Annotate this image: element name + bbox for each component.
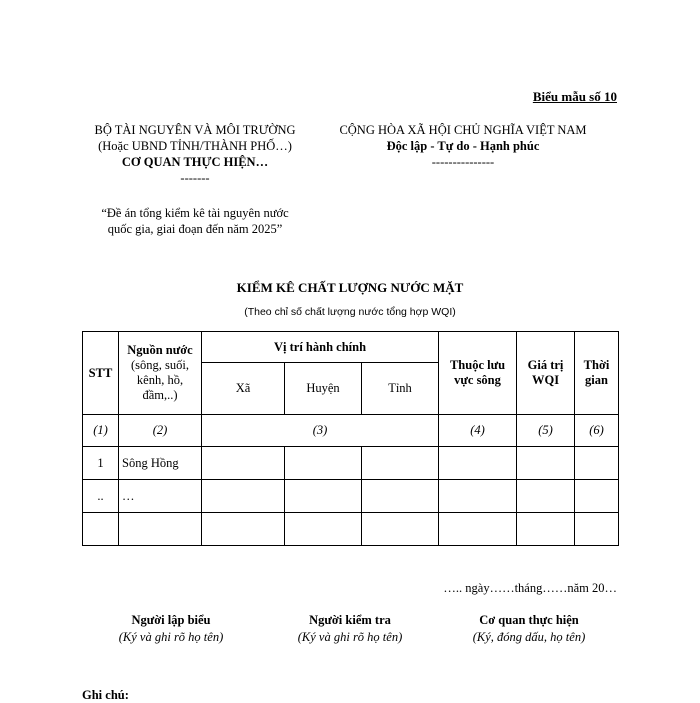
signature-agency: [434, 612, 624, 646]
row-time: [575, 447, 619, 480]
table-row: [83, 447, 619, 480]
header-time: [575, 332, 619, 415]
row-time: [575, 513, 619, 546]
row-stt: [83, 513, 119, 546]
index-cell: (1): [83, 415, 119, 447]
header-water-source: [119, 332, 202, 415]
header-wqi-value: [517, 332, 575, 415]
signature-preparer-note: (Ký và ghi rõ họ tên): [118, 630, 224, 644]
implementing-agency: CƠ QUAN THỰC HIỆN…: [121, 155, 269, 169]
header-water-source-line-2: kênh, hồ,: [136, 373, 184, 387]
row-water-source: …: [119, 480, 202, 513]
header-water-source-title: Nguồn nước: [127, 343, 193, 357]
right-divider: ---------------: [431, 155, 495, 169]
index-cell: (2): [119, 415, 202, 447]
left-divider: -------: [180, 171, 210, 185]
header-row-1: [83, 332, 619, 363]
header-wqi-line-2: WQI: [531, 373, 560, 387]
header-wqi-line-1: Giá trị: [527, 358, 564, 372]
inventory-table: [82, 331, 619, 546]
signature-reviewer-note: (Ký và ghi rõ họ tên): [297, 630, 403, 644]
index-row: [83, 415, 619, 447]
project-line-2: quốc gia, giai đoạn đến năm 2025”: [107, 222, 283, 236]
national-header: [318, 122, 608, 170]
row-commune: [202, 480, 285, 513]
row-district: [285, 447, 362, 480]
row-stt: ..: [83, 480, 119, 513]
index-cell: (5): [517, 415, 575, 447]
row-district: [285, 480, 362, 513]
country-name: CỘNG HÒA XÃ HỘI CHỦ NGHĨA VIỆT NAM: [339, 123, 587, 137]
row-stt: 1: [83, 447, 119, 480]
index-cell: (6): [575, 415, 619, 447]
date-line: ….. ngày……tháng……năm 20…: [443, 581, 617, 595]
document-title: KIỂM KÊ CHẤT LƯỢNG NƯỚC MẶT: [236, 280, 464, 295]
header-water-source-line-3: đầm,..): [142, 388, 178, 402]
row-river-basin: [439, 513, 517, 546]
row-commune: [202, 513, 285, 546]
row-river-basin: [439, 480, 517, 513]
row-water-source: Sông Hồng: [119, 447, 202, 480]
signature-preparer-title: Người lập biểu: [131, 613, 211, 627]
header-commune: Xã: [202, 363, 285, 415]
signature-reviewer: [255, 612, 445, 646]
header-river-basin-line-1: Thuộc lưu: [449, 358, 506, 372]
national-motto: Độc lập - Tự do - Hạnh phúc: [386, 139, 540, 153]
header-river-basin-line-2: vực sông: [454, 373, 501, 387]
row-district: [285, 513, 362, 546]
project-name: [70, 205, 320, 237]
document-subtitle: (Theo chỉ số chất lượng nước tổng hợp WQI): [244, 306, 456, 318]
issuing-authority-header: [70, 122, 320, 186]
table-row: [83, 513, 619, 546]
alternate-authority: (Hoặc UBND TỈNH/THÀNH PHỐ…): [98, 139, 292, 153]
signature-reviewer-title: Người kiểm tra: [309, 613, 391, 627]
row-province: [362, 513, 439, 546]
table-row: [83, 480, 619, 513]
row-commune: [202, 447, 285, 480]
header-water-source-line-1: (sông, suối,: [131, 358, 189, 372]
signature-agency-note: (Ký, đóng dấu, họ tên): [472, 630, 586, 644]
row-time: [575, 480, 619, 513]
header-time-line-1: Thời: [583, 358, 610, 372]
project-line-1: “Đề án tổng kiểm kê tài nguyên nước: [101, 206, 289, 220]
row-wqi-value: [517, 513, 575, 546]
form-number: Biểu mẫu số 10: [532, 89, 617, 104]
index-cell: (3): [202, 415, 439, 447]
row-province: [362, 447, 439, 480]
row-wqi-value: [517, 447, 575, 480]
row-river-basin: [439, 447, 517, 480]
notes-label: Ghi chú:: [82, 688, 129, 702]
header-stt: STT: [83, 332, 119, 415]
header-admin-location: Vị trí hành chính: [202, 332, 439, 363]
row-wqi-value: [517, 480, 575, 513]
header-river-basin: [439, 332, 517, 415]
signature-preparer: [76, 612, 266, 646]
header-district: Huyện: [285, 363, 362, 415]
header-time-line-2: gian: [585, 373, 608, 387]
row-water-source: [119, 513, 202, 546]
index-cell: (4): [439, 415, 517, 447]
row-province: [362, 480, 439, 513]
ministry-name: BỘ TÀI NGUYÊN VÀ MÔI TRƯỜNG: [94, 123, 296, 137]
header-province: Tỉnh: [362, 363, 439, 415]
signature-agency-title: Cơ quan thực hiện: [479, 613, 579, 627]
